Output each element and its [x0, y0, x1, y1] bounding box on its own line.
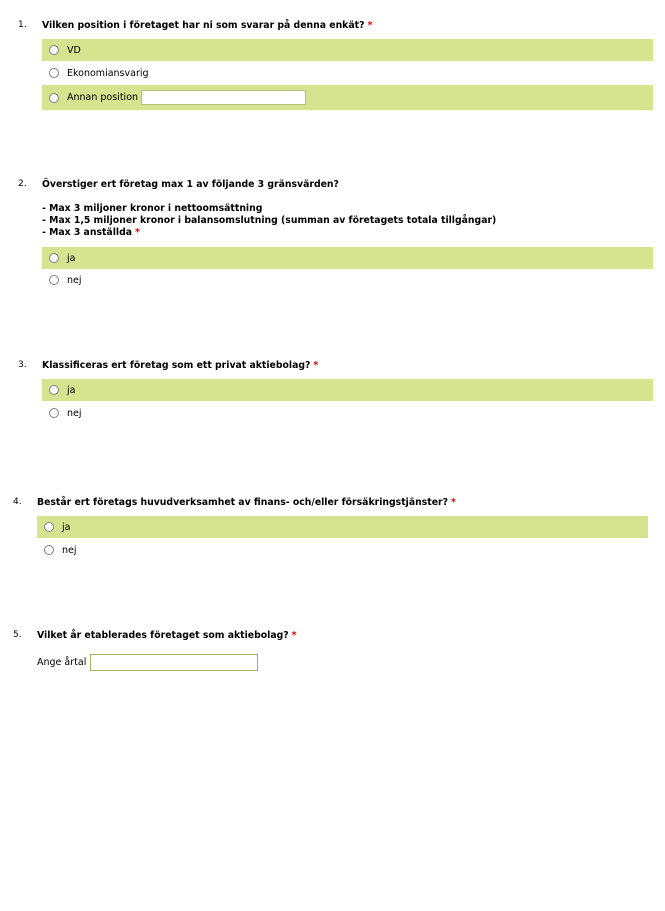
question-number: 1.	[18, 20, 27, 30]
option-label: nej	[67, 407, 82, 419]
option-nej[interactable]	[42, 269, 653, 291]
option-label: ja	[67, 252, 76, 264]
radio-button[interactable]	[49, 385, 59, 395]
option-vd[interactable]	[42, 39, 653, 61]
year-input-label: Ange årtal	[37, 656, 87, 668]
question-text	[37, 630, 297, 642]
question-text	[42, 360, 318, 372]
option-ja[interactable]	[37, 516, 648, 538]
option-ja[interactable]	[42, 379, 653, 401]
radio-button[interactable]	[49, 93, 59, 103]
question-number: 5.	[13, 630, 22, 640]
option-label: nej	[62, 544, 77, 556]
radio-button[interactable]	[49, 408, 59, 418]
option-label: ja	[62, 521, 71, 533]
question-line	[42, 227, 496, 239]
radio-button[interactable]	[44, 545, 54, 555]
option-ekonomiansvarig[interactable]	[42, 62, 653, 84]
question-line	[42, 191, 496, 203]
question-label: Vilket år etablerades företaget som aktiebolag?	[37, 630, 289, 641]
radio-button[interactable]	[49, 275, 59, 285]
annan-position-input[interactable]	[141, 90, 306, 105]
option-nej[interactable]	[42, 402, 653, 424]
option-nej[interactable]	[37, 539, 648, 561]
option-annan-position[interactable]	[42, 85, 653, 110]
question-text	[42, 20, 372, 32]
question-line: Överstiger ert företag max 1 av följande 3 gränsvärden?	[42, 179, 339, 190]
year-input[interactable]	[90, 654, 258, 671]
radio-button[interactable]	[49, 253, 59, 263]
required-marker: *	[367, 20, 373, 31]
question-label: - Max 3 anställda	[42, 227, 133, 238]
option-label: nej	[67, 274, 82, 286]
required-marker: *	[291, 630, 297, 641]
required-marker: *	[135, 227, 140, 238]
year-field-row	[37, 651, 258, 673]
question-line: - Max 3 miljoner kronor i nettoomsättning	[42, 203, 263, 214]
question-label: Vilken position i företaget har ni som svarar på denna enkät?	[42, 20, 365, 31]
question-line: - Max 1,5 miljoner kronor i balansomslutning (summan av företagets totala tillgångar)	[42, 215, 497, 226]
option-label: ja	[67, 384, 76, 396]
required-marker: *	[313, 360, 319, 371]
option-label: Annan position	[67, 92, 139, 103]
option-ja[interactable]	[42, 247, 653, 269]
question-number: 4.	[13, 497, 22, 507]
radio-button[interactable]	[44, 522, 54, 532]
question-label: Består ert företags huvudverksamhet av finans- och/eller försäkringstjänster?	[37, 497, 448, 508]
radio-button[interactable]	[49, 45, 59, 55]
question-number: 3.	[18, 360, 27, 370]
question-label: Klassificeras ert företag som ett privat aktiebolag?	[42, 360, 311, 371]
option-label: Ekonomiansvarig	[67, 67, 149, 79]
question-text	[42, 179, 496, 239]
option-label: VD	[67, 44, 81, 56]
question-text	[37, 497, 456, 509]
required-marker: *	[451, 497, 456, 508]
radio-button[interactable]	[49, 68, 59, 78]
question-number: 2.	[18, 179, 27, 189]
